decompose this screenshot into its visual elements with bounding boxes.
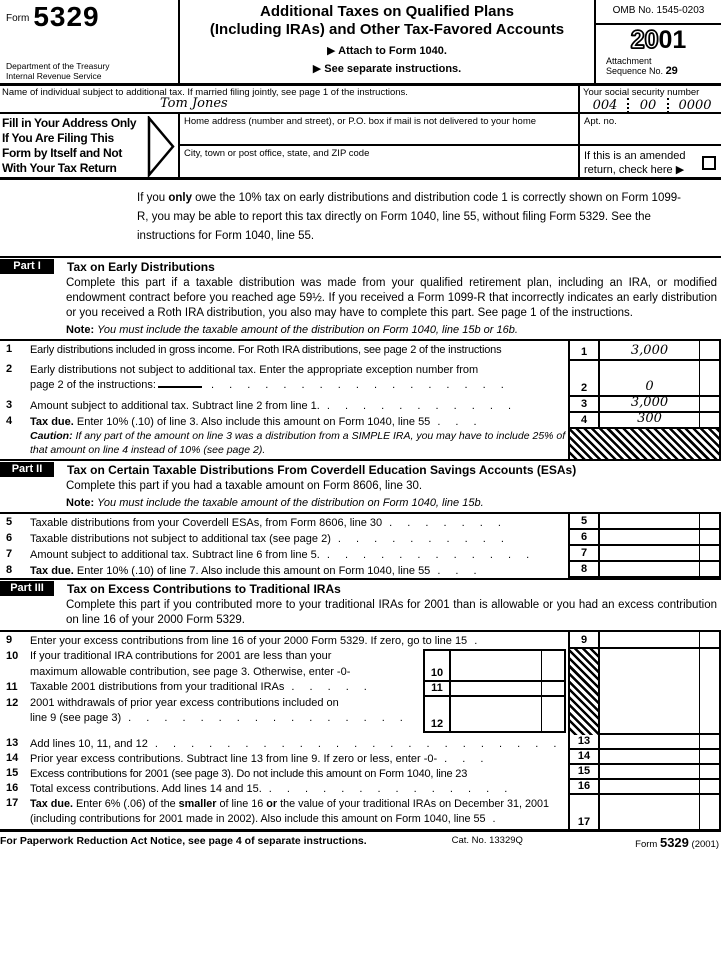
part1-label: Part I	[0, 259, 54, 274]
line-7-box: 7	[568, 546, 600, 562]
ssn-part1[interactable]: 004	[592, 98, 618, 113]
part1-note: Note: You must include the taxable amount of the distribution on Form 1040, line 15b or 16b.	[66, 324, 518, 336]
dot-leader: . . . . .	[291, 681, 373, 693]
apt-no-label: Apt. no.	[584, 116, 617, 127]
form-header	[0, 0, 721, 86]
line-5-amount[interactable]	[600, 514, 700, 530]
line-6-amount[interactable]	[600, 530, 700, 546]
dot-leader: . . . . . . . . . . . . . . . . .	[210, 379, 510, 391]
part1-header	[0, 256, 721, 275]
form-id-block	[0, 0, 180, 83]
line-17-amount[interactable]	[600, 795, 700, 829]
line-9-row	[0, 632, 721, 649]
line-16-number: 16	[6, 782, 19, 794]
form-title-line2: (Including IRAs) and Other Tax-Favored Accounts	[209, 21, 565, 38]
ssn-part3[interactable]: 0000	[678, 98, 712, 113]
line-8-amount[interactable]	[600, 562, 700, 578]
line-12-amount[interactable]	[451, 697, 542, 731]
line-10-cents[interactable]	[542, 651, 564, 680]
form-footer	[0, 832, 721, 850]
part3-label: Part III	[0, 581, 54, 596]
line-5-box: 5	[568, 514, 600, 530]
city-state-zip-field[interactable]	[180, 146, 578, 177]
ssn-field[interactable]	[578, 86, 721, 112]
line-16-box: 16	[568, 780, 600, 795]
line-12-entry-row	[425, 697, 564, 731]
line-16-row	[0, 780, 721, 795]
line-6-box: 6	[568, 530, 600, 546]
line-3-row	[0, 397, 721, 413]
city-state-zip-label: City, town or post office, state, and ZIP code	[184, 148, 370, 159]
form-word: Form	[6, 13, 30, 24]
lines-10-12-block	[0, 649, 721, 735]
line-4-number: 4	[6, 415, 13, 427]
paperwork-notice: For Paperwork Reduction Act Notice, see page 4 of separate instructions.	[0, 835, 367, 847]
dot-leader: . . . . . . . . . . . .	[326, 549, 536, 561]
part3-description: Complete this part if you contributed more to your traditional IRAs for 2001 than is allowable or you had an excess contribution on line 16 of your 2000 Form 5329.	[66, 599, 717, 626]
line-2-box: 2	[568, 361, 600, 397]
line-15-row	[0, 765, 721, 780]
dot-leader: .	[492, 812, 502, 825]
line-3-amount[interactable]: 3,000	[600, 397, 700, 413]
caution-text: Caution: If any part of the amount on line 3 was a distribution from a SIMPLE IRA, you may have to include 25% of that amount on line 4 instead of 10% (see page 2).	[30, 430, 566, 456]
apt-no-field[interactable]	[578, 114, 721, 144]
sequence-label: Sequence No.	[606, 66, 664, 76]
line-9-box: 9	[568, 632, 600, 649]
address-sidebar	[0, 114, 180, 177]
line-2-amount[interactable]: 0	[600, 361, 700, 397]
line-1-row	[0, 341, 721, 361]
line-4-label: Tax due. Enter 10% (.10) of line 3. Also include this amount on Form 1040, line 55 . . .	[30, 416, 483, 428]
attach-note: ▶ Attach to Form 1040.	[327, 45, 447, 57]
line-15-box: 15	[568, 765, 600, 780]
caution-row	[0, 429, 721, 459]
amended-return-label: If this is an amended return, check here ▶	[584, 150, 686, 176]
line-12-box: 12	[425, 697, 451, 731]
line-14-amount[interactable]	[600, 750, 700, 765]
line-13-number: 13	[6, 737, 19, 749]
line-2-cents[interactable]	[700, 361, 721, 397]
home-address-label: Home address (number and street), or P.O. box if mail is not delivered to your home	[184, 116, 537, 127]
line-15-amount[interactable]	[600, 765, 700, 780]
line-3-label: Amount subject to additional tax. Subtract line 2 from line 1. . . . . . . . . . . .	[30, 400, 518, 412]
line-15-cents[interactable]	[700, 765, 721, 780]
line-10-entry-row	[425, 651, 564, 682]
part3-title: Tax on Excess Contributions to Traditional IRAs	[67, 581, 341, 596]
sidebar-line: With Your Tax Return	[2, 161, 117, 175]
name-field[interactable]	[0, 86, 578, 112]
line-8-number: 8	[6, 564, 13, 576]
line-13-amount[interactable]	[600, 735, 700, 750]
form-title-block	[180, 0, 596, 83]
line-6-label: Taxable distributions not subject to additional tax (see page 2) . . . . . . . . . .	[30, 533, 510, 545]
line-14-number: 14	[6, 752, 19, 764]
line-5-number: 5	[6, 516, 13, 528]
department-line1: Department of the Treasury	[6, 61, 110, 71]
line-9-cents[interactable]	[700, 632, 721, 649]
line-14-cents[interactable]	[700, 750, 721, 765]
line-1-label: Early distributions included in gross income. For Roth IRA distributions, see page 2 of the instructions	[30, 344, 502, 356]
line-5-row	[0, 514, 721, 530]
dot-leader: . . . . . . . . . . . . . .	[268, 783, 514, 795]
line-12-number: 12	[6, 696, 19, 709]
line-15-number: 15	[6, 767, 19, 779]
dot-leader: . . .	[444, 753, 490, 765]
amended-return-checkbox[interactable]	[702, 156, 716, 170]
name-label: Name of individual subject to additional tax. If married filing jointly, see page 1 of the instructions.	[2, 87, 408, 98]
part3-table	[0, 630, 721, 832]
line-17-box: 17	[568, 795, 600, 829]
part2-title: Tax on Certain Taxable Distributions From Coverdell Education Savings Accounts (ESAs)	[67, 462, 577, 477]
sidebar-line: Fill in Your Address Only	[2, 116, 137, 130]
right-arrow-icon	[147, 116, 175, 177]
part1-table	[0, 339, 721, 459]
line-4-box: 4	[568, 413, 600, 429]
line-17-row	[0, 795, 721, 829]
catalog-number: Cat. No. 13329Q	[451, 835, 523, 846]
lines-10-12-open-cents	[700, 649, 721, 735]
line-14-label: Prior year excess contributions. Subtract line 13 from line 9. If zero or less, enter -0- . . .	[30, 753, 490, 765]
line-3-box: 3	[568, 397, 600, 413]
line-12-label-1: 2001 withdrawals of prior year excess contributions included on	[30, 696, 339, 709]
line-10-box: 10	[425, 651, 451, 680]
line-11-box: 11	[425, 682, 451, 695]
sidebar-line: Form by Itself and Not	[2, 146, 123, 160]
lines-10-12-labels	[0, 649, 423, 735]
line-15-label: Excess contributions for 2001 (see page 3). Do not include this amount on Form 1040, line 23	[30, 768, 468, 780]
hatched-strip	[568, 649, 600, 735]
dot-leader: . . . . . . .	[389, 517, 507, 529]
part2-table	[0, 512, 721, 578]
line-9-label: Enter your excess contributions from line 16 of your 2000 Form 5329. If zero, go to line 15 .	[30, 635, 484, 647]
line-8-cents[interactable]	[700, 562, 721, 578]
line-4-cents[interactable]	[700, 413, 721, 429]
name-ssn-row	[0, 86, 721, 114]
line-3-cents[interactable]	[700, 397, 721, 413]
line-11-label: Taxable 2001 distributions from your traditional IRAs	[30, 681, 285, 693]
name-value[interactable]: Tom Jones	[160, 96, 228, 111]
line-8-box: 8	[568, 562, 600, 578]
ssn-label: Your social security number	[583, 87, 700, 98]
amended-return-cell	[578, 146, 721, 177]
line-17-label: Tax due. Enter 6% (.06) of the smaller of line 16 or the value of your traditional IRAs on December 31, 2001 (including contributions for 2001 made in 2002). Also include this amount on Form 1040, line 55 .	[30, 798, 549, 825]
line-3-number: 3	[6, 399, 13, 411]
line-5-label: Taxable distributions from your Coverdell ESAs, from Form 8606, line 30 . . . . . . .	[30, 517, 507, 529]
line-7-row	[0, 546, 721, 562]
part2-note: Note: You must include the taxable amount of the distribution on Form 1040, line 15b.	[66, 497, 484, 509]
omb-year-block	[596, 0, 721, 83]
line-4-row	[0, 413, 721, 429]
part2-label: Part II	[0, 462, 54, 477]
line-10-amount[interactable]	[451, 651, 542, 680]
footer-form-id: Form 5329 (2001)	[635, 835, 719, 850]
dot-leader: . . . . . . . . . . .	[326, 400, 518, 412]
exception-number-blank[interactable]	[158, 378, 202, 388]
attachment-label: Attachment	[606, 56, 652, 66]
line-17-number: 17	[6, 797, 19, 809]
line-8-label: Tax due. Enter 10% (.10) of line 7. Also include this amount on Form 1040, line 55 . . .	[30, 565, 483, 577]
line-12-cents[interactable]	[542, 697, 564, 731]
line-6-number: 6	[6, 532, 13, 544]
dot-leader: . . . . . . . . . . . . . . . .	[128, 712, 409, 724]
line-13-label: Add lines 10, 11, and 12 . . . . . . . . . . . . . . . . . . . . . . .	[30, 738, 563, 750]
form-number: 5329	[33, 1, 100, 32]
address-block	[0, 114, 721, 180]
line-11-entry-row	[425, 682, 564, 697]
lines-10-12-entry-boxes	[423, 649, 566, 733]
line-7-label: Amount subject to additional tax. Subtract line 6 from line 5. . . . . . . . . . . . .	[30, 549, 536, 561]
line-11-number: 11	[6, 681, 18, 693]
dot-leader: . . .	[437, 565, 483, 577]
line-12-label-2: line 9 (see page 3)	[30, 712, 122, 724]
line-13-box: 13	[568, 735, 600, 750]
tax-year-outline: 20	[630, 26, 659, 54]
line-7-number: 7	[6, 548, 13, 560]
line-1-amount[interactable]: 3,000	[600, 341, 700, 361]
part2-description: Complete this part if you had a taxable amount on Form 8606, line 30.	[66, 480, 423, 492]
line-1-box: 1	[568, 341, 600, 361]
line-17-cents[interactable]	[700, 795, 721, 829]
omb-number: OMB No. 1545-0203	[596, 0, 721, 25]
line-13-cents[interactable]	[700, 735, 721, 750]
line-2-label: Early distributions not subject to additional tax. Enter the appropriate exception number from page 2 of the instructions: . . . . . . . . . . . . . . . . .	[30, 364, 510, 391]
line-10-label-1: If your traditional IRA contributions for 2001 are less than your	[30, 650, 332, 662]
line-14-box: 14	[568, 750, 600, 765]
line-8-row	[0, 562, 721, 578]
ssn-part2[interactable]: 00	[639, 98, 657, 113]
line-2-number: 2	[6, 363, 13, 375]
line-16-amount[interactable]	[600, 780, 700, 795]
line-7-cents[interactable]	[700, 546, 721, 562]
part1-description: Complete this part if a taxable distribution was made from your qualified retirement plan, including an IRA, or modified endowment contract before you reached age 59½. If you received a Form 1099-R that incorrectly indicates an early distribution or you received a Roth IRA distribution, you also may have to complete this part. See page 1 of the instructions.	[66, 277, 717, 319]
dot-leader: . . .	[437, 416, 483, 428]
sequence-number: 29	[665, 65, 678, 77]
line-5-cents[interactable]	[700, 514, 721, 530]
line-16-cents[interactable]	[700, 780, 721, 795]
only-10pct-notice: If you only owe the 10% tax on early distributions and distribution code 1 is correctly shown on Form 1099-R, you may be able to report this tax directly on Form 1040, line 55, without filing Form 5329. See the instructions for Form 1040, line 55.	[137, 192, 681, 242]
line-2-row	[0, 361, 721, 397]
line-9-number: 9	[6, 634, 13, 646]
see-instructions-note: ▶ See separate instructions.	[312, 63, 462, 75]
line-9-amount[interactable]	[600, 632, 700, 649]
part2-header	[0, 459, 721, 478]
line-11-amount[interactable]	[451, 682, 542, 695]
line-7-amount[interactable]	[600, 546, 700, 562]
line-10-label-2: maximum allowable contribution, see page 3. Otherwise, enter -0-	[30, 665, 351, 678]
line-6-row	[0, 530, 721, 546]
tax-year	[596, 25, 721, 53]
lines-10-12-open-cell	[600, 649, 700, 735]
line-16-label: Total excess contributions. Add lines 14 and 15. . . . . . . . . . . . . . .	[30, 783, 514, 795]
part1-title: Tax on Early Distributions	[67, 259, 215, 274]
tax-year-solid: 01	[658, 26, 687, 54]
line-13-row	[0, 735, 721, 750]
sidebar-line: If You Are Filing This	[2, 131, 114, 145]
line-1-number: 1	[6, 343, 13, 355]
home-address-field[interactable]	[180, 114, 578, 144]
dot-leader: . . . . . . . . . .	[337, 533, 510, 545]
department-line2: Internal Revenue Service	[6, 71, 102, 81]
dot-leader: . . . . . . . . . . . . . . . . . . . . . . .	[154, 738, 563, 750]
line-11-cents[interactable]	[542, 682, 564, 695]
dot-leader: .	[474, 635, 484, 647]
line-14-row	[0, 750, 721, 765]
part3-header	[0, 578, 721, 597]
form-title-line1: Additional Taxes on Qualified Plans	[260, 3, 514, 20]
line-4-amount[interactable]: 300	[600, 413, 700, 429]
line-1-cents[interactable]	[700, 341, 721, 361]
line-10-number: 10	[6, 650, 19, 662]
line-6-cents[interactable]	[700, 530, 721, 546]
hatched-area	[568, 429, 721, 459]
